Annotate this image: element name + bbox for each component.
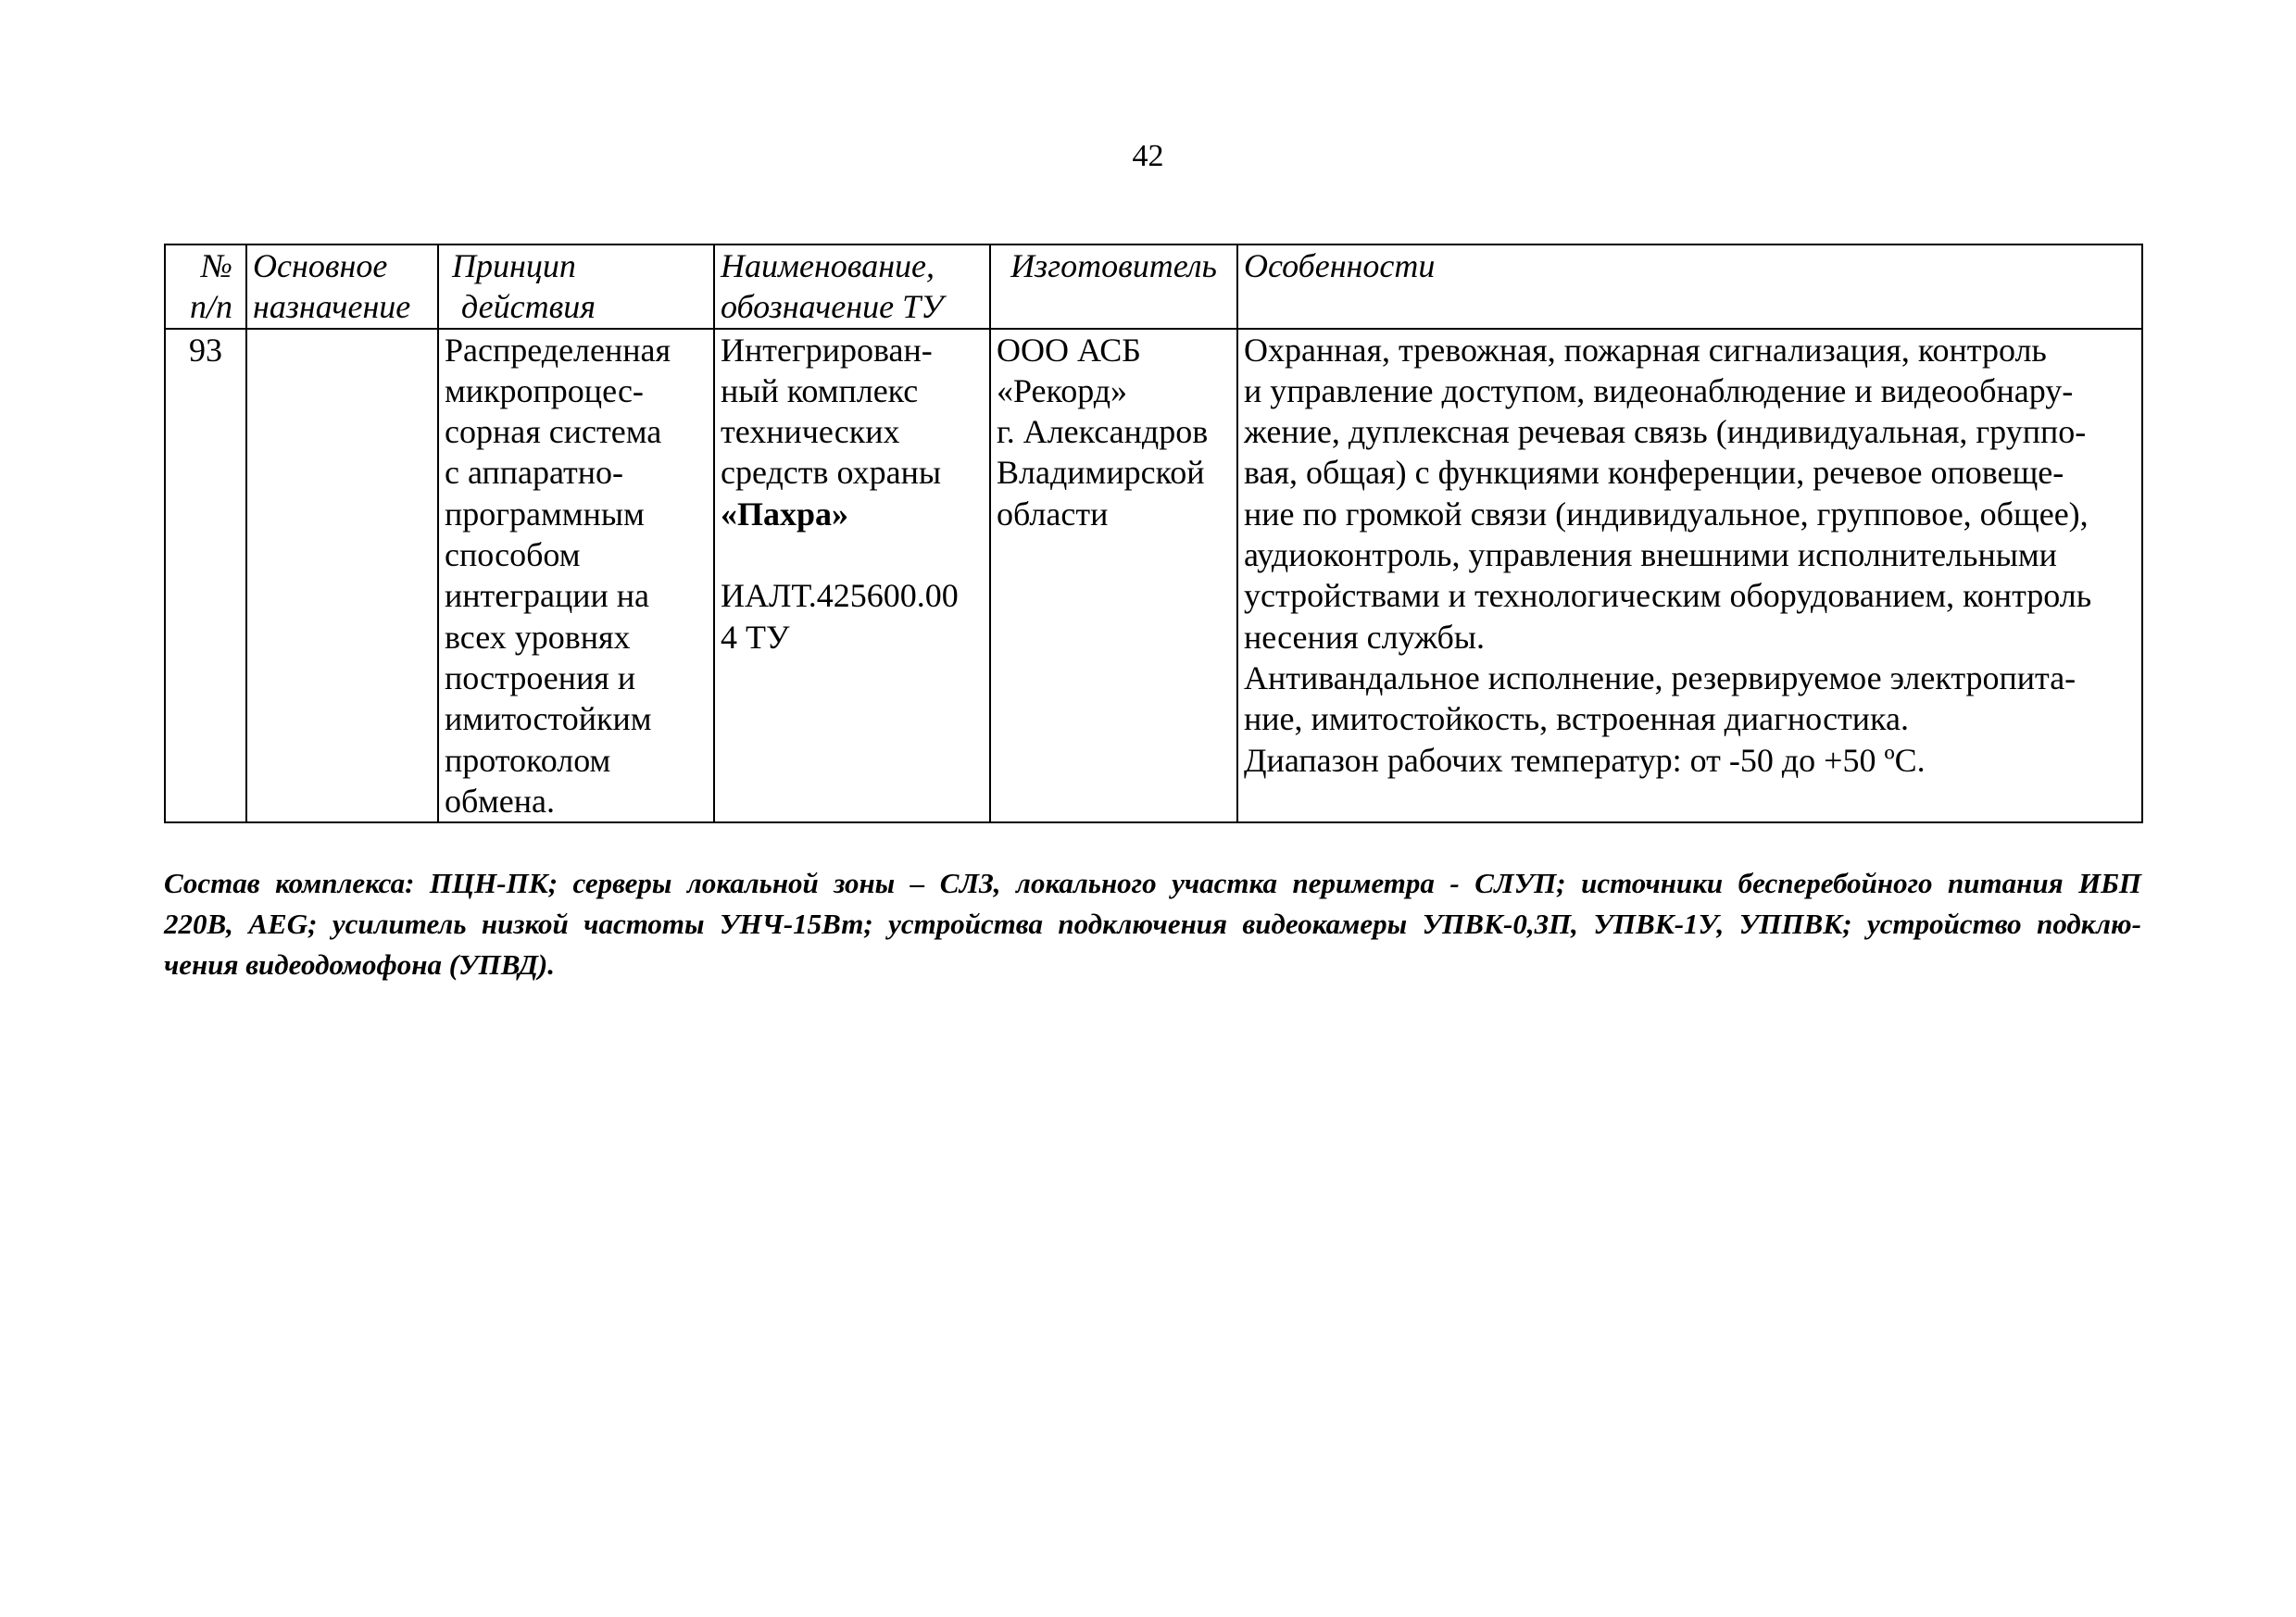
header-purpose: Основное назначение bbox=[246, 244, 438, 329]
header-features: Особенности bbox=[1237, 244, 2142, 329]
cell-principle: Распределенная микропроцес- сорная система с аппаратно- программным способом интеграции на всех уровнях построения и имитостойким протоколом обмена. bbox=[438, 329, 714, 823]
cell-name: Интегрирован- ный комплекс технических средств охраны «Пахра» ИАЛТ.425600.00 4 ТУ bbox=[714, 329, 990, 823]
complex-composition-note: Состав комплекса: ПЦН-ПК; серверы локальной зоны – СЛЗ, локального участка периметра - СЛУП; источники бесперебойного питания ИБП 220В, AEG; усилитель низкой частоты УНЧ-15Вт; устройства подключения видеокамеры УПВК-0,3П, УПВК-1У, УППВК; устройство подклю- чения видеодомофона (УПВД). bbox=[164, 867, 2141, 981]
product-name: «Пахра» bbox=[721, 495, 849, 533]
header-principle: Принцип действия bbox=[438, 244, 714, 329]
tu-code: ИАЛТ.425600.00 bbox=[721, 577, 959, 615]
equipment-table bbox=[164, 244, 2143, 823]
page-number: 42 bbox=[1132, 139, 1164, 173]
cell-num: 93 bbox=[165, 329, 246, 823]
header-name: Наименование, обозначение ТУ bbox=[714, 244, 990, 329]
header-num: № п/п bbox=[165, 244, 246, 329]
cell-purpose bbox=[246, 329, 438, 823]
header-maker: Изготовитель bbox=[990, 244, 1237, 329]
cell-maker: ООО АСБ «Рекорд» г. Александров Владимирской области bbox=[990, 329, 1237, 823]
cell-features: Охранная, тревожная, пожарная сигнализация, контроль и управление доступом, видеонаблюдение и видеообнару- жение, дуплексная речевая связь (индивидуальная, группо- вая, общая) с функциями конференции, речевое оповеще- ние по громкой связи (индивидуальное, групповое, общее), аудиоконтроль, управления внешними исполнительными устройствами и технологическим оборудованием, контроль несения службы. Антивандальное исполнение, резервируемое электропита- ние, имитостойкость, встроенная диагностика. Диапазон рабочих температур: от -50 до +50 ºС. bbox=[1237, 329, 2142, 823]
table-header-row bbox=[165, 244, 2142, 329]
table-row bbox=[165, 329, 2142, 823]
